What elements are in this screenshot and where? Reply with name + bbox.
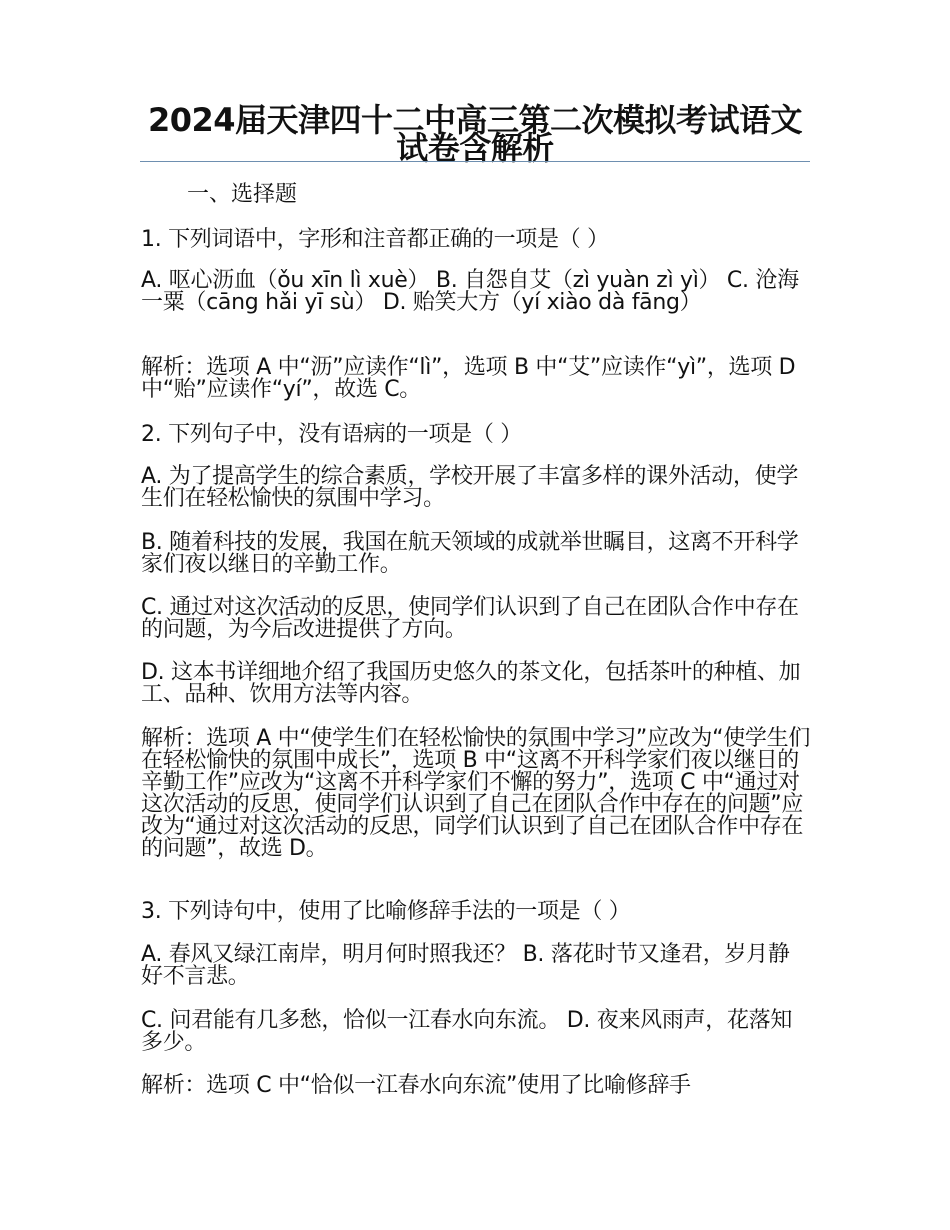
question-3-options-cd: C. 问君能有几多愁，恰似一江春水向东流。 D. 夜来风雨声，花落知多少。 <box>141 1008 793 1055</box>
question-3-options-ab: A. 春风又绿江南岸，明月何时照我还？ B. 落花时节又逢君，岁月静好不言悲。 <box>141 942 790 989</box>
question-1-options: A. 呕心沥血（ǒu xīn lì xuè） B. 自怨自艾（zì yuàn zì yì） C. 沧海一粟（cāng hǎi yī sù） D. 贻笑大方（yí xiào dà fāng） <box>141 268 799 315</box>
question-2-option-c: C. 通过对这次活动的反思，使同学们认识到了自己在团队合作中存在的问题，为今后改进提供了方向。 <box>141 595 799 642</box>
section-heading: 一、选择题 <box>187 182 298 207</box>
question-3-analysis: 解析：选项 C 中“恰似一江春水向东流”使用了比喻修辞手 <box>141 1073 691 1098</box>
title-underline <box>140 161 810 162</box>
question-2-option-d: D. 这本书详细地介绍了我国历史悠久的茶文化，包括茶叶的种植、加工、品种、饮用方法等内容。 <box>141 660 801 707</box>
question-2-analysis: 解析：选项 A 中“使学生们在轻松愉快的氛围中学习”应改为“使学生们在轻松愉快的氛围中成长”，选项 B 中“这离不开科学家们夜以继日的辛勤工作”应改为“这离不开科学家们不懈的努力”，选项 C 中“通过对这次活动的反思，使同学们认识到了自己在团队合作中存在的问题”应改为“通过对这次活动的反思，同学们认识到了自己在团队合作中存在的问题”，故选 D。 <box>141 726 811 861</box>
document-title: 2024届天津四十二中高三第二次模拟考试语文试卷含解析 <box>147 101 803 167</box>
question-3-stem: 3. 下列诗句中，使用了比喻修辞手法的一项是（ ） <box>141 899 631 924</box>
question-2-option-b: B. 随着科技的发展，我国在航天领域的成就举世瞩目，这离不开科学家们夜以继日的辛勤工作。 <box>141 530 799 577</box>
question-2-stem: 2. 下列句子中，没有语病的一项是（ ） <box>141 422 522 447</box>
question-2-option-a: A. 为了提高学生的综合素质，学校开展了丰富多样的课外活动，使学生们在轻松愉快的氛围中学习。 <box>141 464 799 511</box>
question-1-stem: 1. 下列词语中，字形和注音都正确的一项是（ ） <box>141 227 609 252</box>
question-1-analysis: 解析：选项 A 中“沥”应读作“lì”，选项 B 中“艾”应读作“yì”，选项 D 中“贻”应读作“yí”，故选 C。 <box>141 355 796 402</box>
